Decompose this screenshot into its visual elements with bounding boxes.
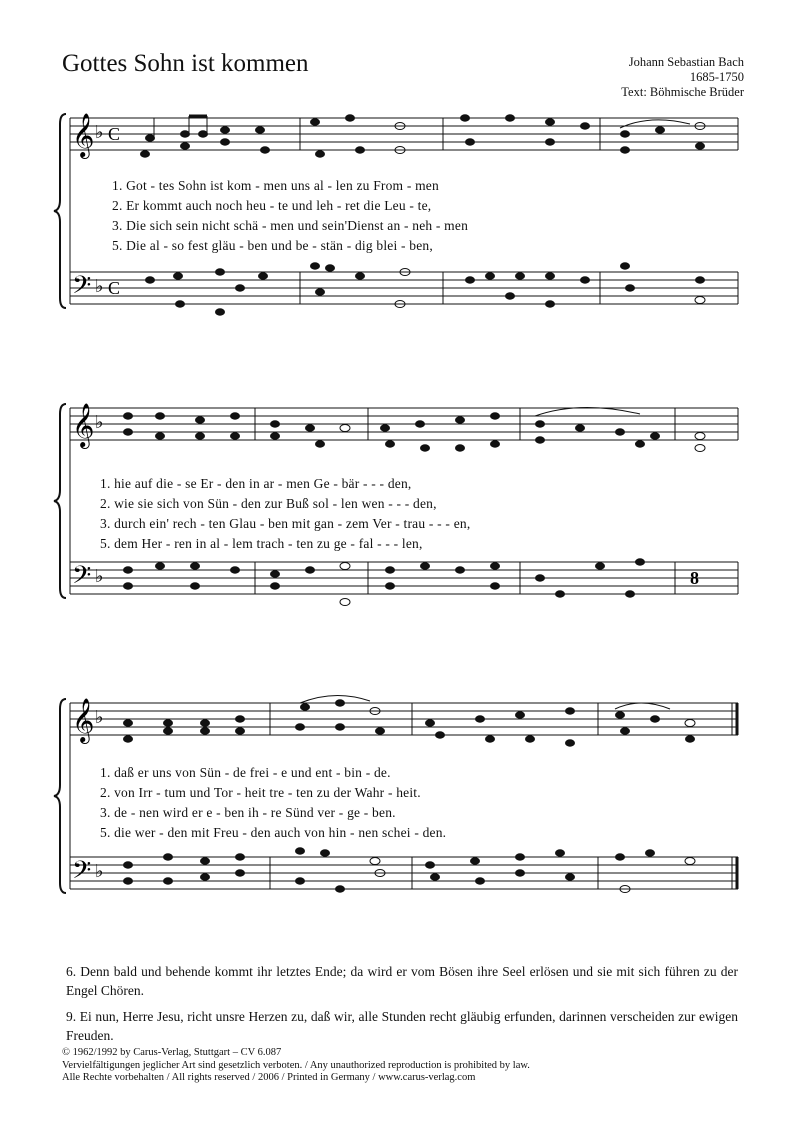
- treble-clef-icon: 𝄞: [72, 698, 95, 742]
- stanza-6: 6. Denn bald und behende kommt ihr letztes Ende; da wird er vom Bösen ihre Seel erlösen und sie mit sich führen zu der Engel Chören.: [66, 964, 738, 998]
- lyric-line-2: 2. Er kommt auch noch heu - te und leh - ret die Leu - te,: [112, 198, 432, 213]
- bass-clef-icon: 𝄢: [72, 561, 92, 596]
- flat-key-signature-icon: ♭: [95, 412, 104, 432]
- reproduction-notice: Vervielfältigungen jeglicher Art sind gesetzlich verboten. / Any unauthorized reproduction is prohibited by law.: [62, 1059, 530, 1071]
- rights-line: Alle Rechte vorbehalten / All rights reserved / 2006 / Printed in Germany / www.carus-verlag.com: [62, 1072, 476, 1083]
- copyright-footer: [62, 1047, 530, 1085]
- composer-name: Johann Sebastian Bach: [628, 55, 744, 69]
- lyric-line-2: 2. von Irr - tum und Tor - heit tre - ten zu der Wahr - heit.: [100, 785, 421, 800]
- system-brace: [54, 404, 66, 598]
- composer-dates: 1685-1750: [689, 70, 744, 84]
- flat-key-signature-icon: ♭: [95, 276, 104, 296]
- flat-key-signature-icon: ♭: [95, 707, 104, 727]
- bass-staff: [70, 562, 738, 594]
- slur: [300, 695, 370, 703]
- page-title: Gottes Sohn ist kommen: [62, 50, 309, 77]
- slur: [615, 703, 670, 709]
- credits: [621, 55, 744, 100]
- lyric-line-5: 5. dem Her - ren in al - lem trach - ten zu ge - fal - - - len,: [100, 536, 423, 551]
- common-time-icon: C: [108, 278, 121, 298]
- copyright-line: © 1962/1992 by Carus-Verlag, Stuttgart – CV 6.087: [62, 1047, 282, 1058]
- bass-clef-icon: 𝄢: [72, 856, 92, 891]
- lyric-line-3: 3. Die sich sein nicht schä - men und sein'Dienst an - neh - men: [112, 218, 469, 233]
- whole-rest-8-icon: 8: [690, 568, 699, 588]
- flat-key-signature-icon: ♭: [95, 861, 104, 881]
- system-brace: [54, 699, 66, 893]
- lyric-line-2: 2. wie sie sich von Sün - den zur Buß sol - len wen - - - den,: [100, 496, 437, 511]
- bass-notes: [146, 263, 706, 315]
- lyrics-system-1: [112, 176, 468, 256]
- lyric-line-3: 3. durch ein' rech - ten Glau - ben mit gan - zem Ver - trau - - - en,: [100, 516, 471, 531]
- bass-staff: [70, 272, 738, 304]
- treble-staff: [70, 118, 738, 150]
- lyric-line-5: 5. Die al - so fest gläu - ben und be - stän - dig blei - ben,: [112, 238, 433, 253]
- bass-clef-icon: 𝄢: [72, 271, 92, 306]
- lyrics-system-2: [100, 474, 470, 554]
- lyric-line-3: 3. de - nen wird er e - ben ih - re Sünd ver - ge - ben.: [100, 805, 396, 820]
- stanza-9: 9. Ei nun, Herre Jesu, richt unsre Herzen zu, daß wir, alle Stunden recht gläubig erfunden, darinnen verscheiden zur ewigen Freuden.: [66, 1009, 738, 1043]
- lyrics-system-3: [100, 763, 446, 843]
- treble-notes: [124, 700, 696, 746]
- treble-clef-icon: 𝄞: [72, 113, 95, 157]
- flat-key-signature-icon: ♭: [95, 122, 104, 142]
- treble-staff: [70, 408, 738, 440]
- lyric-line-1: 1. hie auf die - se Er - den in ar - men Ge - bär - - - den,: [100, 476, 412, 491]
- bass-notes: [124, 559, 645, 606]
- bass-notes: [124, 848, 696, 893]
- lyric-line-5: 5. die wer - den mit Freu - den auch von hin - nen schei - den.: [100, 825, 447, 840]
- slur: [620, 120, 690, 128]
- common-time-icon: C: [108, 124, 121, 144]
- system-brace: [54, 114, 66, 308]
- flat-key-signature-icon: ♭: [95, 566, 104, 586]
- lyric-line-1: 1. daß er uns von Sün - de frei - e und ent - bin - de.: [100, 765, 391, 780]
- treble-notes: [141, 115, 706, 157]
- text-author: Text: Böhmische Brüder: [621, 85, 744, 99]
- lyric-line-1: 1. Got - tes Sohn ist kom - men uns al - len zu From - men: [112, 178, 439, 193]
- treble-clef-icon: 𝄞: [72, 403, 95, 447]
- slur: [535, 407, 640, 416]
